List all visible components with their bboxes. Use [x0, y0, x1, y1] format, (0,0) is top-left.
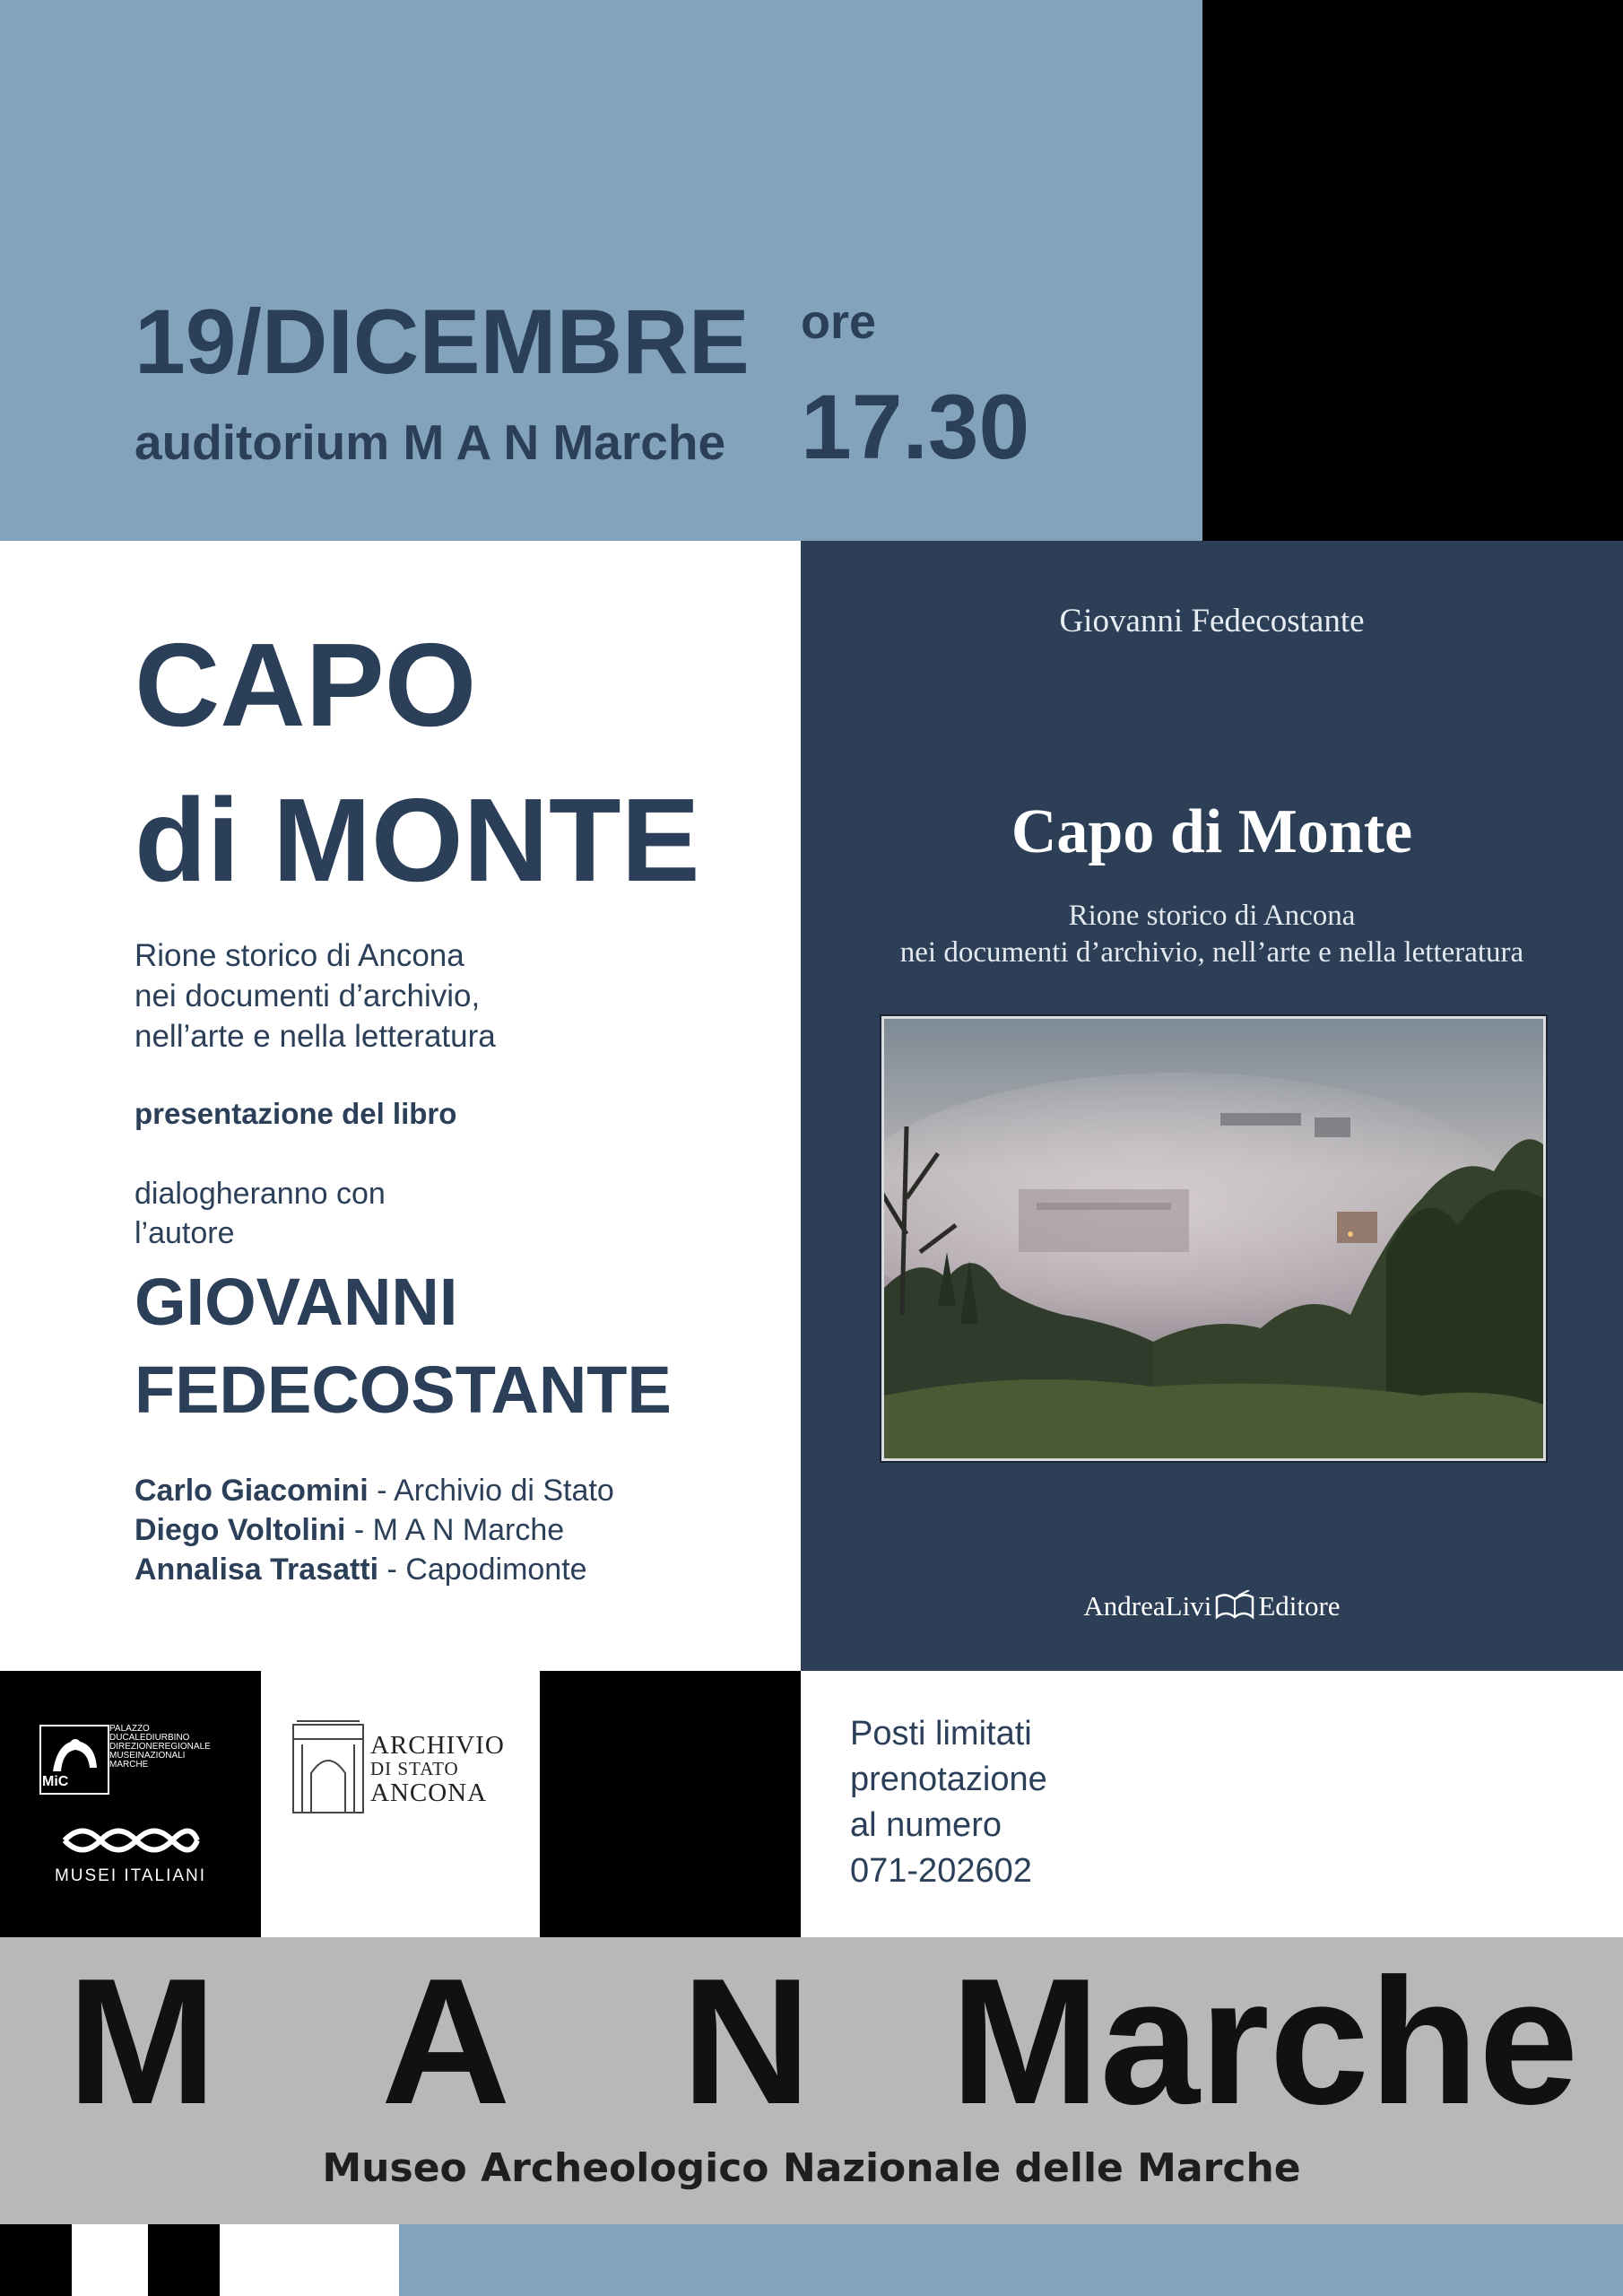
- bottom-stripes: [0, 2224, 1623, 2296]
- open-book-icon: [1215, 1590, 1254, 1621]
- archivio-line1: ARCHIVIO: [370, 1731, 505, 1760]
- museum-band: [0, 1937, 1623, 2224]
- publisher-suffix: Editore: [1258, 1590, 1341, 1622]
- musei-italiani-label: MUSEI ITALIANI: [54, 1866, 207, 1885]
- book-title-line1: CAPO: [135, 619, 477, 751]
- book-title-line2: di MONTE: [135, 774, 700, 906]
- acronym-letter-n: N: [681, 1942, 812, 2142]
- time-label: ore: [801, 295, 877, 349]
- speaker-name: Annalisa Trasatti: [135, 1552, 379, 1587]
- speaker-role: - Archivio di Stato: [368, 1474, 614, 1508]
- event-info-column: [0, 541, 801, 1671]
- dialogue-line: dialogheranno con: [135, 1177, 386, 1211]
- black-spacer-block: [540, 1671, 801, 1937]
- cover-title: Capo di Monte: [1011, 797, 1413, 866]
- event-date: 19/DICEMBRE: [135, 291, 750, 393]
- acronym-letter-a: A: [381, 1942, 511, 2142]
- speaker-name: Carlo Giacomini: [135, 1474, 369, 1508]
- cover-author: Giovanni Fedecostante: [1059, 603, 1365, 639]
- author-last-name: FEDECOSTANTE: [135, 1352, 672, 1427]
- event-time: 17.30: [801, 376, 1030, 478]
- museum-full-name: Museo Archeologico Nazionale delle Marche: [322, 2145, 1301, 2191]
- archivio-di-stato-text: [370, 1732, 505, 1806]
- speaker-name: Diego Voltolini: [135, 1513, 346, 1547]
- museum-acronym: [0, 1942, 1623, 2142]
- stripe: [399, 2224, 1623, 2296]
- speaker-list: [135, 1471, 614, 1589]
- book-subtitle: [135, 935, 496, 1057]
- acronym-word-marche: Marche: [950, 1942, 1579, 2142]
- stripe: [72, 2224, 148, 2296]
- archivio-line3: ANCONA: [370, 1779, 488, 1807]
- subtitle-line: Rione storico di Ancona: [135, 938, 464, 973]
- author-first-name: GIOVANNI: [135, 1265, 458, 1339]
- booking-line: prenotazione: [850, 1761, 1047, 1798]
- cover-subtitle-line2: nei documenti d’archivio, nell’arte e nella letteratura: [899, 936, 1524, 969]
- presentation-label: presentazione del libro: [135, 1097, 457, 1130]
- mic-text-line: MUSEINAZIONALI: [109, 1751, 186, 1761]
- date-banner: [0, 0, 1202, 541]
- palazzo-ducale-text: [109, 1725, 211, 1770]
- speaker-item: [135, 1471, 614, 1510]
- mic-badge: MiC: [42, 1774, 69, 1789]
- mic-text-line: PALAZZO: [109, 1724, 150, 1734]
- dialogue-intro: [135, 1174, 386, 1253]
- speaker-item: [135, 1550, 614, 1589]
- booking-line: al numero: [850, 1806, 1002, 1844]
- black-corner-block: [1202, 0, 1623, 541]
- speaker-role: - Capodimonte: [378, 1552, 587, 1587]
- mic-text-line: MARCHE: [109, 1760, 149, 1770]
- acronym-letter-m: M: [67, 1942, 217, 2142]
- book-cover: [801, 541, 1623, 1671]
- stripe: [148, 2224, 220, 2296]
- subtitle-line: nell’arte e nella letteratura: [135, 1019, 496, 1054]
- booking-line: Posti limitati: [850, 1715, 1032, 1752]
- cover-publisher: [801, 1590, 1623, 1622]
- event-venue: auditorium M A N Marche: [135, 414, 726, 470]
- speaker-item: [135, 1510, 614, 1550]
- speaker-role: - M A N Marche: [345, 1513, 565, 1547]
- stripe: [0, 2224, 72, 2296]
- triumphal-arch-icon: [290, 1718, 367, 1816]
- publisher-name: AndreaLivi: [1083, 1590, 1212, 1622]
- mic-text-line: DUCALEDIURBINO: [109, 1733, 190, 1743]
- cover-photo-foggy-landscape: [881, 1016, 1546, 1461]
- mic-text-line: DIREZIONEREGIONALE: [109, 1742, 211, 1752]
- musei-italiani-knot-icon: [59, 1822, 203, 1859]
- subtitle-line: nei documenti d’archivio,: [135, 978, 481, 1013]
- booking-phone: 071-202602: [850, 1852, 1032, 1890]
- archivio-line2: DI STATO: [370, 1758, 459, 1779]
- booking-info: [801, 1671, 1623, 1937]
- stripe: [220, 2224, 399, 2296]
- booking-text: [850, 1711, 1047, 1894]
- mic-logo-block: [0, 1671, 261, 1937]
- archivio-logo-block: [261, 1671, 540, 1937]
- dialogue-line: l’autore: [135, 1216, 235, 1250]
- cover-subtitle-line1: Rione storico di Ancona: [1068, 900, 1356, 932]
